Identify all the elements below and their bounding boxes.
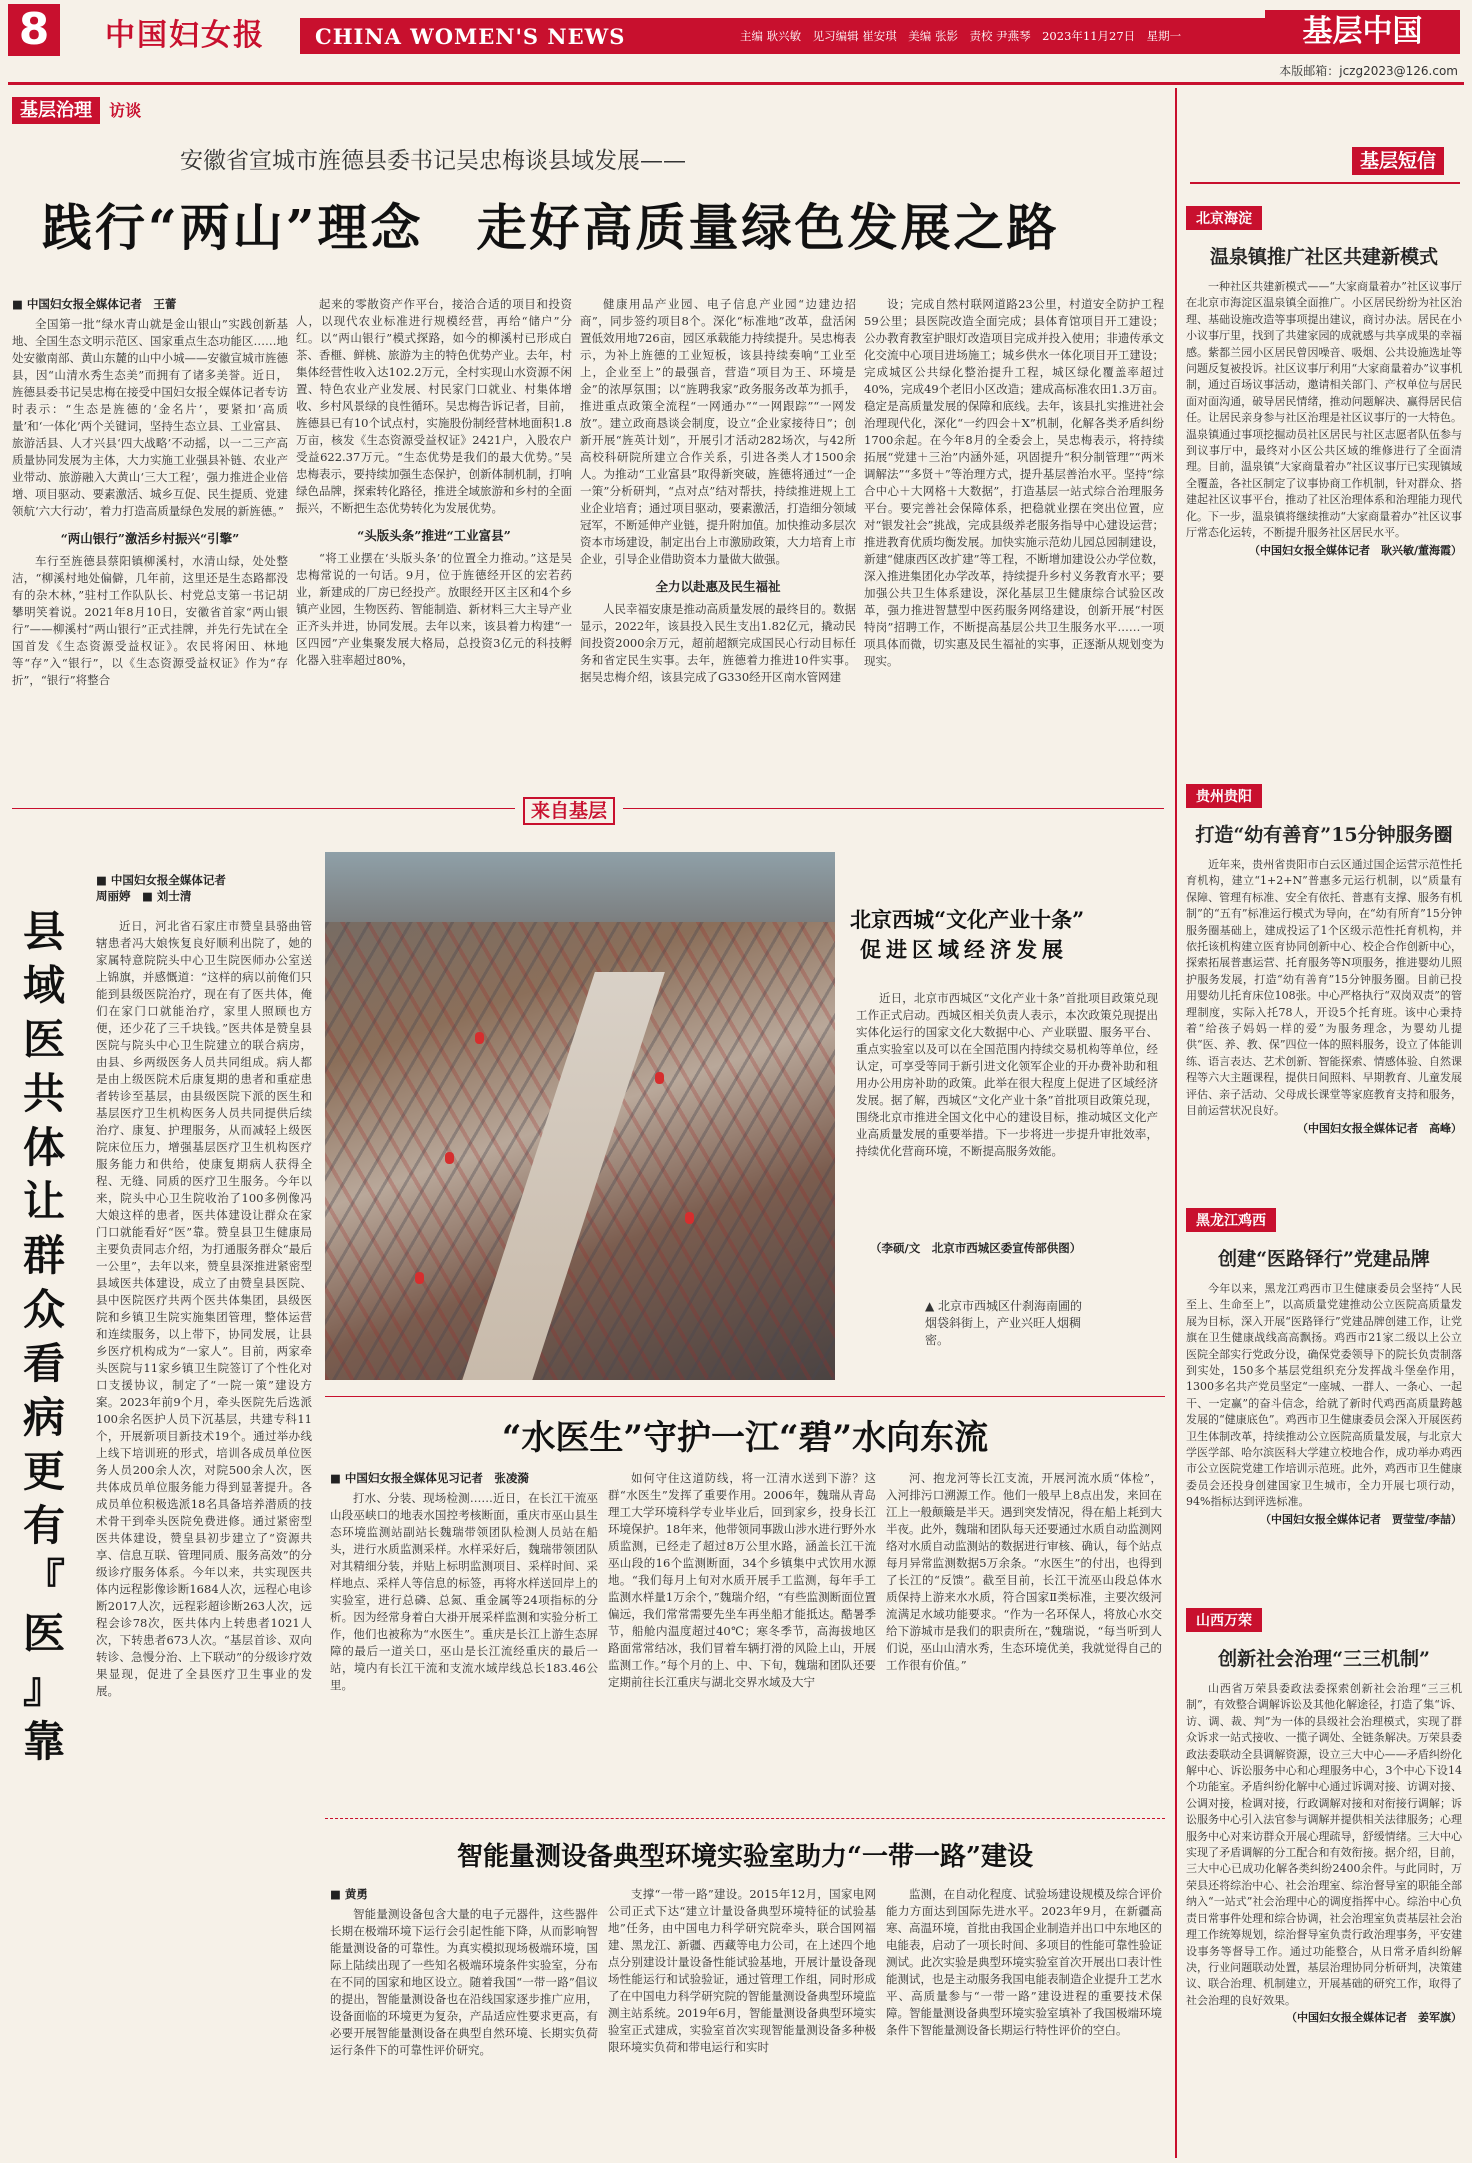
lead-byline: ■ 中国妇女报全媒体记者 王蕾 (12, 297, 177, 311)
medical-title-char: 有 (22, 1501, 65, 1550)
editors-line: 主编 耿兴敏 见习编辑 崔安琪 美编 张影 责校 尹燕琴 2023年11月27日 星期一 (740, 29, 1182, 43)
masthead-bar (300, 18, 1265, 54)
medical-title-char: 让 (22, 1177, 65, 1226)
top-rule (8, 82, 1464, 85)
culture-title: 北京西城“文化产业十条” 促进区域经济发展 (850, 907, 1085, 962)
page-number: 8 (8, 4, 60, 56)
english-name: CHINA WOMEN'S NEWS (315, 24, 626, 49)
medical-title-char: 县 (22, 907, 65, 956)
medical-title-char: 群 (22, 1231, 65, 1280)
brief-item: 山西万荣 创新社会治理“三三机制” 山西省万荣县委政法委探索创新社会治理“三三机制”，有效整合调解诉讼及其他化解途径，打造了集“诉、访、调、裁、判”为一体的县级社会治理模式，实现了群众诉求一站式接收、一揽子调处、全链条解决。万荣县委政法委联动全县调解资源，设立三大中心——矛盾纠纷化解中心、诉讼服务中心和心理服务中心，3个中心下设14个功能室。矛盾纠纷化解中心通过诉调对接、访调对接、公调对接，检调对接，行政调解对接和对衔接行调解；诉讼服务中心引入法官参与调解并提供相关法律服务；心理服务中心对来访群众开展心理疏导，舒缓情绪。三大中心实现了矛盾调解的分工配合和有效衔接。据介绍，目前，三大中心已成功化解各类纠纷2400余件。与此同时，万荣县还将综治中心、社会治理室、综治督导室的职能全部纳入“一站式”社会治理中心的调度指挥中心。综治中心负责日常事件处理和综合协调，社会治理室负责基层社会治理工作统筹规划，综治督导室负责行政治理事务，平安建设事务等督导工作。通过功能整合，从日常矛盾纠纷解决，行业问题联动处置，基层治理协同分析研判，决策建议、联合治理、机制建立，开展基础的研究工作，取得了社会治理的良好效果。 （中国妇女报全媒体记者 姜军旗） (1186, 1608, 1462, 2148)
water-rule (325, 1396, 1165, 1397)
lead-col4: 设；完成自然村联网道路23公里，村道安全防护工程59公里；县医院改造全面完成；县体育馆项目开工建设；公办教育教室护眼灯改造项目完成并投入使用；非遗传承文化交流中心项目进场施工；城乡供水一体化项目开工建设；完成城区公共绿化整治提升工程，城区绿化覆盖率超过40%，完成49个老旧小区改造；建成高标准农田1.3万亩。稳定是高质量发展的保障和底线。去年，该县扎实推进社会治理现代化，深化“一约四会＋X”机制，化解各类矛盾纠纷1700余起。在今年8月的全委会上，吴忠梅表示，将持续拓展“党建＋三治”内涵外延，巩固提升“积分制管理”“两米调解法”“多贤＋”等治理方式，提升基层善治水平。坚持“综合中心＋大网格＋大数据”，打造基层一站式综合治理服务平台。要完善社会保障体系，把稳就业摆在突出位置，应对“银发社会”挑战，完成县级养老服务指导中心建设运营；推进教育优质均衡发展。加快实施示范幼儿园总园制建设，新建“健康西区改扩建”等工程，不断增加建设公办学位数，深入推进集团化办学改革，持续提升乡村义务教育水平；要加强公共卫生体系建设，深化基层卫生健康综合试验区改革，强力推进智慧型中医药服务网络建设，创新开展“村医特岗”招聘工作，不断提高基层公共卫生服务水平……一项项具体而微，切实惠及民生福祉的实事，正逐渐从规划变为现实。 (864, 297, 1164, 668)
lead-sub3: 全力以赴惠及民生福祉 (655, 579, 781, 594)
medical-title-char: 更 (22, 1447, 65, 1496)
water-title: “水医生”守护一江“碧”水向东流 (501, 1418, 989, 1458)
lab-col2: 支撑“一带一路”建设。2015年12月，国家电网公司正式下达“建立计量设备典型环境特征的试验基地”任务，由中国电力科学研究院牵头，联合国网福建、黑龙江、新疆、西藏等电力公司，在上述四个地点分别建设计量设备性能试验基地，开展计量设备现场性能运行和试验验证，通过管理工作组，同时形成了在中国电力科学研究院的智能量测设备典型环境监测主站系统。2019年6月，智能量测设备典型环境实验室正式建成，实验室首次实现智能量测设备多种极限环境实负荷和带电运行和实时 (608, 1887, 876, 2054)
lab-rule (325, 1818, 1165, 1819)
brief-item: 北京海淀 温泉镇推广社区共建新模式 一种社区共建新模式——“大家商量着办”社区议事厅在北京市海淀区温泉镇全面推广。小区居民纷纷为社区治理、基础设施改造等事项提出建议，商讨办法。居民在小小议事厅里，找到了共建家园的成就感与共享成果的幸福感。紫都兰园小区居民曾因噪音、吸烟、公共设施选址等问题反复被投诉。社区议事厅利用“大家商量着办”议事机制，通过百场议事活动，邀请相关部门、产权单位与居民面对面沟通，破导居民情绪，推动问题解决、赢得居民信任。让居民亲身参与社区治理是社区议事厅的一大特色。温泉镇通过事项挖掘动员社区居民与社区志愿者队伍参与到议事厅中，最终对小区公共区域的维修进行了全面清理。目前，温泉镇“大家商量着办”社区议事厅已实现镇域全覆盖，各社区制定了议事协商工作机制，针对群众、搭建起社区议事平台，推动了社区治理体系和治理能力现代化。下一步，温泉镇将继续推动“大家商量着办”社区议事厅常态化运转，不断提升服务社区居民水平。 （中国妇女报全媒体记者 耿兴敏/董海霞） (1186, 206, 1462, 784)
section-name: 基层中国 (1265, 10, 1460, 54)
lantern-5 (415, 1272, 424, 1284)
medical-title-char: 靠 (22, 1717, 65, 1766)
medical-title-char: 病 (22, 1393, 65, 1442)
masthead (0, 0, 1472, 62)
right-rule (1190, 182, 1460, 184)
medical-title-char: 体 (22, 1123, 65, 1172)
medical-text: 近日，河北省石家庄市赞皇县骆曲管辖患者冯大娘恢复良好顺利出院了，她的家属特意院院头中心卫生院医师办公室送上锦旗，并感慨道：“这样的病以前俺们只能到县级医院治疗，现在有了医共体，俺们在家门口就能治疗，家里人照顾也方便，还少花了三千块钱。”医共体是赞皇县医院与院头中心卫生院建立的联合病房，由县、乡两级医务人员共同组成。病人都是由上级医院术后康复期的患者和重症患者转诊至基层，由县级医院下派的医生和基层医疗卫生机构医务人员共同提供后续治疗、康复、护理服务，从而减轻上级医院床位压力，增强基层医疗卫生机构医疗服务能力和供给，使康复期病人获得全程、无缝、同质的医疗卫生服务。今年以来，院头中心卫生院收治了100多例像冯大娘这样的患者，医共体建设让群众在家门口就能看好“医”靠。赞皇县卫生健康局主要负责同志介绍，为打通服务群众“最后一公里”，去年以来，赞皇县深推进紧密型县域医共体建设，成立了由赞皇县医院、县中医院医疗共两个医共体集团，县级医院和乡镇卫生院实施集团管理，整体运营和连续服务，以上带下，协同发展，让县乡医疗机构成为“一家人”。目前，两家牵头医院与11家乡镇卫生院签订了个性化对口支援协议，制定了“一院一策”建设方案。2023年前9个月，牵头医院先后选派100余名医护人员下沉基层，共建专科11个，开展新项目新技术19个。通过举办线上线下培训班的形式，培训各成员单位医务人员200余人次，对院500余人次，医共体成员单位服务能力得到显著提升。各成员单位积极选派18名具备培养潜质的技术骨干到牵头医院免费进修。通过紧密型医共体建设，赞皇县初步建立了“资源共享、信息互联、管理同质、服务高效”的分级诊疗服务体系。今年以来，共实现医共体内远程影像诊断1684人次，远程心电诊断2017人次，远程彩超诊断263人次，远程会诊78次，医共体内上转患者1021人次，下转患者673人次。“基层首诊、双向转诊、急慢分治、上下联动”的分级诊疗效果显现，促进了全县医疗卫生事业的发展。 (96, 919, 312, 1698)
lead-sub2: “头版头条”推进“工业富县” (357, 528, 511, 543)
right-section-tag: 基层短信 (1352, 146, 1444, 173)
medical-title-char: 『 (22, 1555, 65, 1604)
lab-col3: 监测，在自动化程度、试验场建设规模及综合评价能力方面达到国际先进水平。2023年9月，在新疆高寒、高温环境，首批由我国企业制造并出口中东地区的电能表，启动了一项长时间、多项目的性能可靠性验证测试。此次实验是典型环境实验室首次开展出口表计性能测试，也是主动服务我国电能表制造企业提升工艺水平、高质量参与“一带一路”建设进程的重要技术保障。智能量测设备典型环境实验室填补了我国极端环境条件下智能量测设备长期运行特性评价的空白。 (886, 1887, 1162, 2037)
laiz-tag: 来自基层 (515, 796, 623, 823)
lantern-4 (685, 1212, 694, 1224)
lead-kicker: 安徽省宣城市旌德县委书记吴忠梅谈县域发展—— (180, 148, 686, 174)
medical-byline: ■ 中国妇女报全媒体记者 周丽婷 ■ 刘士清 (96, 873, 238, 903)
email-line: 本版邮箱：jczg2023@126.com (1279, 64, 1458, 78)
lead-headline: 践行“两山”理念 走好高质量绿色发展之路 (42, 198, 1060, 257)
medical-title-char: 』 (22, 1663, 65, 1712)
left-section-tag: 基层治理 访谈 (12, 96, 141, 122)
lantern-3 (655, 1072, 664, 1084)
water-byline: ■ 中国妇女报全媒体见习记者 张凌漪 (330, 1471, 529, 1485)
lead-col1: 全国第一批“绿水青山就是金山银山”实践创新基地、全国生态文明示范区、国家重点生态功能区……地处安徽南部、黄山东麓的山中小城——安徽宣城市旌德县，因“山清水秀生态美”而拥有了诸多美誉。近日，旌德县委书记吴忠梅在接受中国妇女报全媒体记者专访时表示：“生态是旌德的‘金名片’，要紧扣‘高质量’和‘一体化’两个关键词，坚持生态立县、工业富县、旅游活县、人才兴县‘四大战略’不动摇，以一二三产高质量协同发展为主体，大力实施工业强县补链、农业产业带动、旅游融入大黄山‘三大工程’，强力推进企业倍增、项目驱动、要素激活、城乡互促、民生提质、党建领航‘六大行动’，着力打造高质量绿色发展的新旌德。” “两山银行”激活乡村振兴“引擎” 车行至旌德县蔡阳镇柳溪村，水清山绿，处处整洁，“柳溪村地处偏僻，几年前，这里还是生态路都没有的杂木林，”驻村工作队队长、村党总支第一书记胡攀明笑着说。2021年8月10日，安徽省首家“两山银行”——柳溪村“两山银行”正式挂牌，并先行先试在全国首发《生态资源受益权证》。农民将闲田、林地等“存”入“银行”，以《生态资源受益权证》作为“存折”，“银行”将整合 (12, 317, 288, 687)
water-col2: 如何守住这道防线，将一江清水送到下游？这群“水医生”发挥了重要作用。2006年，魏瑞从青岛理工大学环境科学专业毕业后，回到家乡，投身长江环境保护。18年来，他带领同事跋山涉水进行野外水质监测，已经走了超过8万公里水路，涵盖长江干流巫山段的16个监测断面，34个乡镇集中式饮用水源地。“我们每月上旬对水质开展手工监测，每年手工监测水样量1万余个，”魏瑞介绍，“有些监测断面位置偏远，我们常常需要先坐车再坐船才能抵达。酷暑季节，船舱内温度超过40℃；寒冬季节，高海拔地区路面常常结冰，我们冒着车辆打滑的风险上山，开展监测工作。”每个月的上、中、下旬，魏瑞和团队还要定期前往长江重庆与湖北交界水域及大宁 (608, 1471, 876, 1689)
lead-col2: 起来的零散资产作平台，接洽合适的项目和投资人，以现代农业标准进行规模经营，再给“储户”分红。以“两山银行”模式探路，如今的柳溪村已形成白茶、香榧、鲜桃、旅游为主的特色优势产业。去年，村集体经营性收入达102.2万元，全村实现山水资源不闲置、特色农业产业发展、村民家门口就业、村集体增收、乡村风景绿的良性循环。吴忠梅告诉记者，目前，旌德县已有10个试点村，实施股份制经营林地面积1.8万亩，核发《生态资源受益权证》2421户，入股农户受益622.37万元。“生态优势是我们的最大优势。”吴忠梅表示，要持续加强生态保护，创新体制机制，打响绿色品牌，探索转化路径，推进全域旅游和乡村的全面振兴，不断把生态优势转化为发展优势。 “头版头条”推进“工业富县” “将工业摆在‘头版头条’的位置全力推动。”这是吴忠梅常说的一句话。9月，位于旌德经开区的宏若药业，新建成的厂房已经投产。放眼经开区主区和4个乡镇产业园，生物医药、智能制造、新材料三大主导产业正齐头并进，协同发展。去年以来，该县着力构建“一区四园”产业集聚发展大格局，总投资3亿元的科技孵化器入驻率超过80%， (296, 297, 572, 667)
brief-item: 贵州贵阳 打造“幼有善育”15分钟服务圈 近年来，贵州省贵阳市白云区通过国企运营示范性托育机构，建立“1+2+N”普惠多元运行机制，以“质量有保障、管理有标准、安全有依托、普惠有支撑、服务有机制”的“五有”标准运行模式为导向，在“幼有所育”15分钟服务圈基础上，建成投运了1个区级示范性托育机构，并依托该机构建立医育协同创新中心、校企合作创新中心，探索拓展普惠运营、托育服务等N项服务，推进婴幼儿照护服务发展，打造“幼有善育”15分钟服务圈。目前已投用婴幼儿托育床位108张。中心严格执行“双岗双责”的管理制度，实际入托78人，开设5个托育班。该中心秉持着“给孩子妈妈一样的爱”为服务理念，为婴幼儿提供“医、养、教、保”四位一体的照料服务，设立了体能训练、语言表达、艺术创新、智能探索、情感体验、自然课程等六大主题课程，提供日间照料、早期教育、儿童发展评估、亲子活动、父母成长课堂等家庭教育支持和服务，目前运营状况良好。 （中国妇女报全媒体记者 高峰） (1186, 784, 1462, 1208)
medical-title-char: 医 (22, 1609, 65, 1658)
medical-title-char: 医 (22, 1015, 65, 1064)
paper-name: 中国妇女报 (105, 18, 265, 53)
water-col3: 河、抱龙河等长江支流，开展河流水质“体检”，入河排污口溯源工作。他们一般早上8点出发，来回在江上一般颠簸是半天。遇到突发情况，得在船上耗到大半夜。此外，魏瑞和团队每天还要通过水质自动监测网络对水质自动监测站的数据进行审核、确认，每个站点每月异常监测数据5万余条。“水医生”的付出，也得到了长江的“反馈”。截至目前，长江干流巫山段总体水质保持上游来水水质，符合国家Ⅱ类标准，主要次级河流满足水域功能要求。“作为一名环保人，将放心水交给下游城市是我们的职责所在，”魏瑞说，“每当听到人们说，巫山山清水秀，生态环境优美，我就觉得自己的工作很有价值。” (886, 1471, 1162, 1672)
culture-text: 近日，北京市西城区“文化产业十条”首批项目政策兑现工作正式启动。西城区相关负责人表示，本次政策兑现提出实体化运行的国家文化大数据中心、产业联盟、服务平台、重点实验室以及可以在全国范围内持续交易机构等单位，经认定，可享受等同于新引进文化领军企业的开办费补助和租用办公用房补助的政策。此举在很大程度上促进了区域经济发展。据了解，西城区“文化产业十条”首批项目政策兑现，围绕北京市推进全国文化中心的建设目标，推动城区文化产业高质量发展的重要举措。下一步将进一步提升审批效率，持续优化营商环境，不断提高服务效能。 (856, 991, 1158, 1158)
medical-title (16, 905, 72, 1769)
brief-item: 黑龙江鸡西 创建“医路铎行”党建品牌 今年以来，黑龙江鸡西市卫生健康委员会坚持“人民至上、生命至上”，以高质量党建推动公立医院高质量发展为目标，深入开展“医路铎行”党建品牌创建工作，让党旗在卫生健康战线高高飘扬。鸡西市21家二级以上公立医院全部实行党政分设，确保党委领导下的院长负责制落到实处，150多个基层党组织充分发挥战斗堡垒作用，1300多名共产党员坚定“一座城、一群人、一条心、一起干、一定赢”的奋斗信念，给就了新时代鸡西高质量跨越发展的“健康底色”。鸡西市卫生健康委员会深入开展医药卫生体制改革，持续推动公立医院高质量发展，与北京大学医学部、哈尔滨医科大学建立校地合作，成功举办鸡西市公立医院党建工作培训示范班。此外，鸡西市卫生健康委员会还投身创建国家卫生城市，全力开展七项行动，94%指标达到评选标准。 （中国妇女报全媒体记者 贾莹莹/李喆） (1186, 1208, 1462, 1608)
lantern-1 (475, 1032, 484, 1044)
street-photo (325, 852, 835, 1380)
lead-sub1: “两山银行”激活乡村振兴“引擎” (60, 531, 240, 546)
photo-caption: ▲ 北京市西城区什刹海南圃的烟袋斜街上，产业兴旺人烟稠密。 (925, 1299, 1083, 1347)
medical-title-char: 众 (22, 1285, 65, 1334)
medical-title-char: 域 (22, 961, 65, 1010)
photo-street (455, 972, 665, 1380)
briefs-column (1186, 206, 1462, 2148)
lab-byline: ■ 黄勇 (330, 1887, 368, 1901)
water-col1: 打水、分装、现场检测……近日，在长江干流巫山段巫峡口的地表水国控考核断面，重庆市巫山县生态环境监测站副站长魏瑞带领团队检测人员站在船头，进行水质监测采样。水样采好后，魏瑞带领团队对其精细分装，并贴上标明监测项目、采样时间、采样地点、采样人等信息的标签，再将水样送回岸上的实验室，进行总磷、总氮、重金属等24项指标的分析。因为经常身着白大褂开展采样监测和实验分析工作，他们也被称为“水医生”。重庆是长江上游生态屏障的最后一道关口，巫山是长江流经重庆的最后一站，境内有长江干流和支流水域岸线总长183.46公里。 (330, 1491, 598, 1692)
lab-title: 智能量测设备典型环境实验室助力“一带一路”建设 (457, 1842, 1033, 1872)
lead-col3: 健康用品产业园、电子信息产业园“边建边招商”，同步签约项目8个。深化“标准地”改革，盘活闲置低效用地726亩，园区承载能力持续提升。吴忠梅表示，为补上旌德的工业短板，该县持续奏响“工业至上，企业至上”的最强音，营造“项目为王、环境是金”的浓厚氛围；以“旌聘我家”政务服务改革为抓手，推进重点政策全流程“一网通办”“一网跟踪”“一网发放”。建立政商恳谈会制度，设立“企业家接待日”；创新开展“旌英计划”，开展引才活动282场次，与42所高校科研院所建立合作关系，引进各类人才1500余人。为推动“工业富县”取得新突破，旌德将通过“一企一策”分析研判，“点对点”结对帮扶，持续推进规上工业企业培育；通过项目驱动，要素激活，打造细分领域冠军，不断延伸产业链，提升附加值。加快推动多层次资本市场建设，制定出台上市激励政策，大力培育上市企业，引导企业借助资本力量做大做强。 全力以赴惠及民生福祉 人民幸福安康是推动高质量发展的最终目的。数据显示，2022年，该县投入民生支出1.82亿元，撬动民间投资2000余万元，超前超额完成国民心行动目标任务和省定民生实事。去年，旌德着力推进10件实事。据吴忠梅介绍，该县完成了G330经开区南水管网建 (580, 297, 856, 684)
lab-col1: 智能量测设备包含大量的电子元器件，这些器件长期在极端环境下运行会引起性能下降，从而影响智能量测设备的可靠性。为真实模拟现场极端环境，国际上陆续出现了一些知名极端环境条件实验室，分布在不同的国家和地区设立。随着我国“一带一路”倡议的提出，智能量测设备也在沿线国家逐步推广应用，设备面临的环境更为复杂，产品适应性要求更高，有必要开展智能量测设备在典型自然环境、长期实负荷运行条件下的可靠性评价研究。 (330, 1907, 598, 2057)
medical-title-char: 看 (22, 1339, 65, 1388)
lantern-2 (445, 1152, 454, 1164)
right-column-divider (1175, 88, 1177, 2158)
photo-rooftops (325, 852, 835, 922)
culture-byline: （李硕/文 北京市西城区委宣传部供图） (870, 1241, 1082, 1255)
medical-title-char: 共 (22, 1069, 65, 1118)
